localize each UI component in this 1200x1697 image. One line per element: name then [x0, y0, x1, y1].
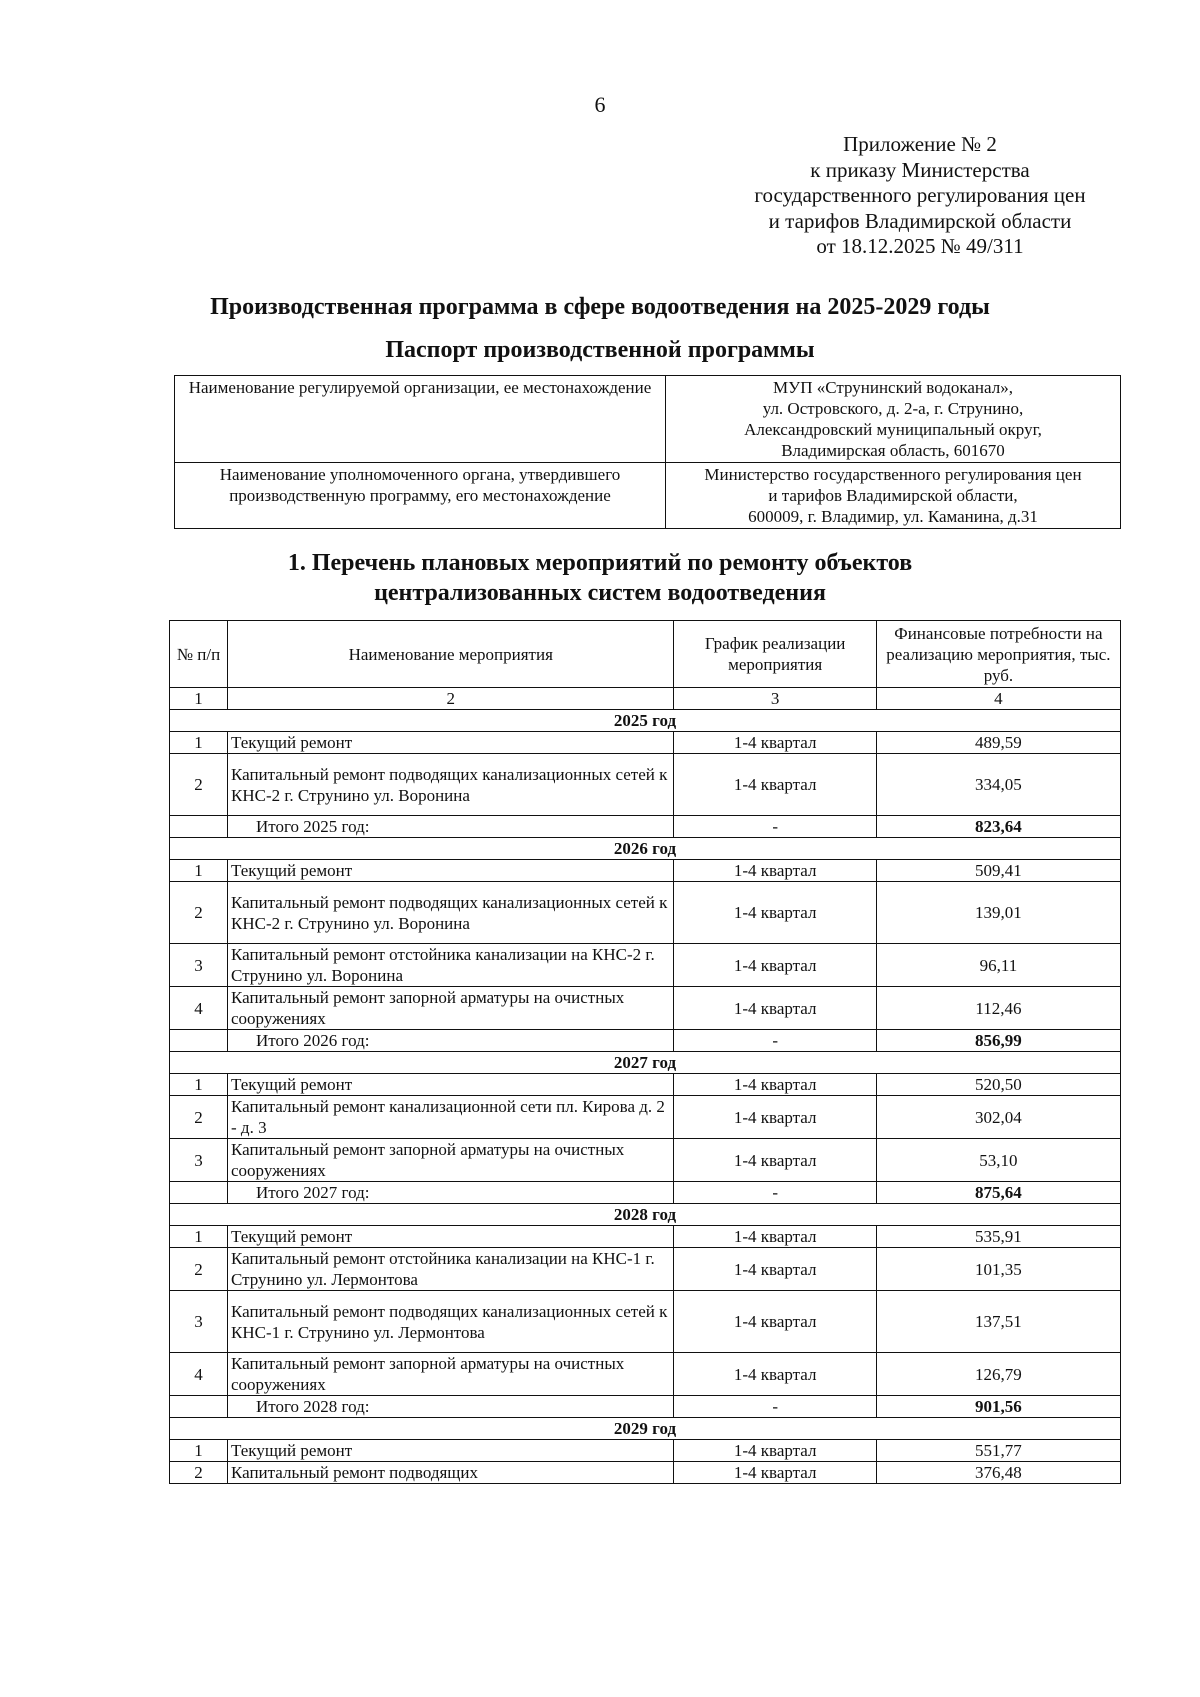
table-row [170, 1139, 1121, 1182]
row-number: 2 [170, 882, 228, 944]
row-number: 3 [170, 944, 228, 987]
activity-amount: 112,46 [876, 987, 1120, 1030]
passport-label: Наименование уполномоченного органа, утвердившего производственную программу, его местонахождение [175, 463, 666, 529]
year-label: 2027 год [170, 1052, 1121, 1074]
activity-name: Капитальный ремонт подводящих канализационных сетей к КНС-2 г. Струнино ул. Воронина [228, 882, 674, 944]
passport-value [666, 463, 1121, 529]
table-row [170, 1291, 1121, 1353]
repair-plan-table [169, 620, 1121, 1484]
header-finance: Финансовые потребности на реализацию мероприятия, тыс. руб. [876, 621, 1120, 688]
passport-row [175, 463, 1121, 529]
column-index: 4 [876, 688, 1120, 710]
activity-amount: 551,77 [876, 1440, 1120, 1462]
total-schedule: - [674, 1396, 876, 1418]
activity-amount: 334,05 [876, 754, 1120, 816]
total-label: Итого 2026 год: [228, 1030, 674, 1052]
section-title-line: централизованных систем водоотведения [374, 580, 826, 606]
activity-name: Капитальный ремонт подводящих канализационных сетей к КНС-2 г. Струнино ул. Воронина [228, 754, 674, 816]
total-row [170, 1182, 1121, 1204]
activity-schedule: 1-4 квартал [674, 882, 876, 944]
table-row [170, 860, 1121, 882]
row-number: 3 [170, 1139, 228, 1182]
total-empty-cell [170, 1396, 228, 1418]
row-number: 1 [170, 860, 228, 882]
activity-schedule: 1-4 квартал [674, 1096, 876, 1139]
activity-schedule: 1-4 квартал [674, 754, 876, 816]
activity-amount: 302,04 [876, 1096, 1120, 1139]
activity-schedule: 1-4 квартал [674, 1462, 876, 1484]
appendix-line: и тарифов Владимирской области [768, 208, 1072, 233]
table-row [170, 1353, 1121, 1396]
activity-name: Текущий ремонт [228, 732, 674, 754]
table-row [170, 1096, 1121, 1139]
activity-schedule: 1-4 квартал [674, 1353, 876, 1396]
header-name: Наименование мероприятия [228, 621, 674, 688]
row-number: 1 [170, 1226, 228, 1248]
row-number: 2 [170, 1096, 228, 1139]
total-schedule: - [674, 1182, 876, 1204]
table-row [170, 882, 1121, 944]
total-amount: 901,56 [876, 1396, 1120, 1418]
row-number: 1 [170, 1440, 228, 1462]
column-index: 3 [674, 688, 876, 710]
column-index-row [170, 688, 1121, 710]
appendix-line: от 18.12.2025 № 49/311 [816, 234, 1024, 258]
activity-amount: 535,91 [876, 1226, 1120, 1248]
activity-schedule: 1-4 квартал [674, 987, 876, 1030]
activity-schedule: 1-4 квартал [674, 732, 876, 754]
activity-name: Капитальный ремонт отстойника канализации на КНС-1 г. Струнино ул. Лермонтова [228, 1248, 674, 1291]
section-title-line: 1. Перечень плановых мероприятий по ремонту объектов [287, 550, 913, 576]
appendix-block [720, 132, 1120, 260]
activity-schedule: 1-4 квартал [674, 1440, 876, 1462]
activity-amount: 509,41 [876, 860, 1120, 882]
activity-amount: 53,10 [876, 1139, 1120, 1182]
table-row [170, 944, 1121, 987]
total-empty-cell [170, 816, 228, 838]
activity-name: Капитальный ремонт запорной арматуры на очистных сооружениях [228, 1139, 674, 1182]
activity-amount: 376,48 [876, 1462, 1120, 1484]
passport-value [666, 376, 1121, 463]
total-row [170, 816, 1121, 838]
passport-value-line: МУП «Струнинский водоканал», [773, 378, 1013, 397]
total-label: Итого 2027 год: [228, 1182, 674, 1204]
activity-amount: 139,01 [876, 882, 1120, 944]
passport-value-line: ул. Островского, д. 2-а, г. Струнино, [762, 399, 1024, 418]
total-label: Итого 2025 год: [228, 816, 674, 838]
total-empty-cell [170, 1030, 228, 1052]
total-schedule: - [674, 1030, 876, 1052]
table-row [170, 1226, 1121, 1248]
passport-value-line: и тарифов Владимирской области, [768, 486, 1018, 505]
activity-name: Текущий ремонт [228, 1226, 674, 1248]
column-index: 2 [228, 688, 674, 710]
activity-name: Текущий ремонт [228, 1440, 674, 1462]
row-number: 1 [170, 732, 228, 754]
activity-name: Капитальный ремонт подводящих канализационных сетей к КНС-1 г. Струнино ул. Лермонтова [228, 1291, 674, 1353]
year-label: 2025 год [170, 710, 1121, 732]
table-body [170, 710, 1121, 1484]
activity-amount: 489,59 [876, 732, 1120, 754]
total-empty-cell [170, 1182, 228, 1204]
header-num: № п/п [170, 621, 228, 688]
activity-amount: 520,50 [876, 1074, 1120, 1096]
passport-value-line: 600009, г. Владимир, ул. Каманина, д.31 [748, 507, 1038, 526]
page-number: 6 [594, 92, 606, 117]
row-number: 3 [170, 1291, 228, 1353]
activity-schedule: 1-4 квартал [674, 860, 876, 882]
row-number: 2 [170, 754, 228, 816]
table-row [170, 1074, 1121, 1096]
passport-row [175, 376, 1121, 463]
activity-name: Капитальный ремонт запорной арматуры на очистных сооружениях [228, 1353, 674, 1396]
activity-name: Текущий ремонт [228, 860, 674, 882]
table-row [170, 1440, 1121, 1462]
column-index: 1 [170, 688, 228, 710]
table-row [170, 987, 1121, 1030]
table-row [170, 754, 1121, 816]
activity-schedule: 1-4 квартал [674, 944, 876, 987]
row-number: 2 [170, 1248, 228, 1291]
section-title [0, 548, 1200, 608]
activity-schedule: 1-4 квартал [674, 1291, 876, 1353]
row-number: 2 [170, 1462, 228, 1484]
appendix-line: Приложение № 2 [843, 132, 997, 156]
year-label: 2026 год [170, 838, 1121, 860]
passport-value-line: Александровский муниципальный округ, [744, 420, 1042, 439]
appendix-line: к приказу Министерства [810, 157, 1030, 182]
passport-label: Наименование регулируемой организации, ее местонахождение [175, 376, 666, 463]
year-label: 2029 год [170, 1418, 1121, 1440]
document-title: Производственная программа в сфере водоотведения на 2025-2029 годы [210, 294, 990, 320]
passport-table [174, 375, 1121, 529]
row-number: 4 [170, 1353, 228, 1396]
activity-amount: 126,79 [876, 1353, 1120, 1396]
total-amount: 875,64 [876, 1182, 1120, 1204]
total-schedule: - [674, 816, 876, 838]
activity-name: Капитальный ремонт подводящих [228, 1462, 674, 1484]
total-row [170, 1030, 1121, 1052]
year-label: 2028 год [170, 1204, 1121, 1226]
table-header-row [170, 621, 1121, 688]
activity-amount: 137,51 [876, 1291, 1120, 1353]
activity-amount: 101,35 [876, 1248, 1120, 1291]
table-row [170, 1462, 1121, 1484]
activity-amount: 96,11 [876, 944, 1120, 987]
activity-name: Текущий ремонт [228, 1074, 674, 1096]
passport-value-line: Министерство государственного регулирования цен [704, 465, 1082, 484]
total-row [170, 1396, 1121, 1418]
activity-name: Капитальный ремонт запорной арматуры на очистных сооружениях [228, 987, 674, 1030]
year-row [170, 838, 1121, 860]
activity-name: Капитальный ремонт отстойника канализации на КНС-2 г. Струнино ул. Воронина [228, 944, 674, 987]
passport-title: Паспорт производственной программы [385, 337, 815, 363]
header-schedule: График реализации мероприятия [674, 621, 876, 688]
activity-name: Капитальный ремонт канализационной сети пл. Кирова д. 2 - д. 3 [228, 1096, 674, 1139]
year-row [170, 1418, 1121, 1440]
activity-schedule: 1-4 квартал [674, 1226, 876, 1248]
year-row [170, 1204, 1121, 1226]
table-row [170, 732, 1121, 754]
year-row [170, 1052, 1121, 1074]
row-number: 4 [170, 987, 228, 1030]
activity-schedule: 1-4 квартал [674, 1139, 876, 1182]
total-label: Итого 2028 год: [228, 1396, 674, 1418]
appendix-line: государственного регулирования цен [754, 183, 1086, 207]
passport-value-line: Владимирская область, 601670 [781, 441, 1005, 460]
activity-schedule: 1-4 квартал [674, 1074, 876, 1096]
total-amount: 823,64 [876, 816, 1120, 838]
table-row [170, 1248, 1121, 1291]
activity-schedule: 1-4 квартал [674, 1248, 876, 1291]
year-row [170, 710, 1121, 732]
row-number: 1 [170, 1074, 228, 1096]
total-amount: 856,99 [876, 1030, 1120, 1052]
